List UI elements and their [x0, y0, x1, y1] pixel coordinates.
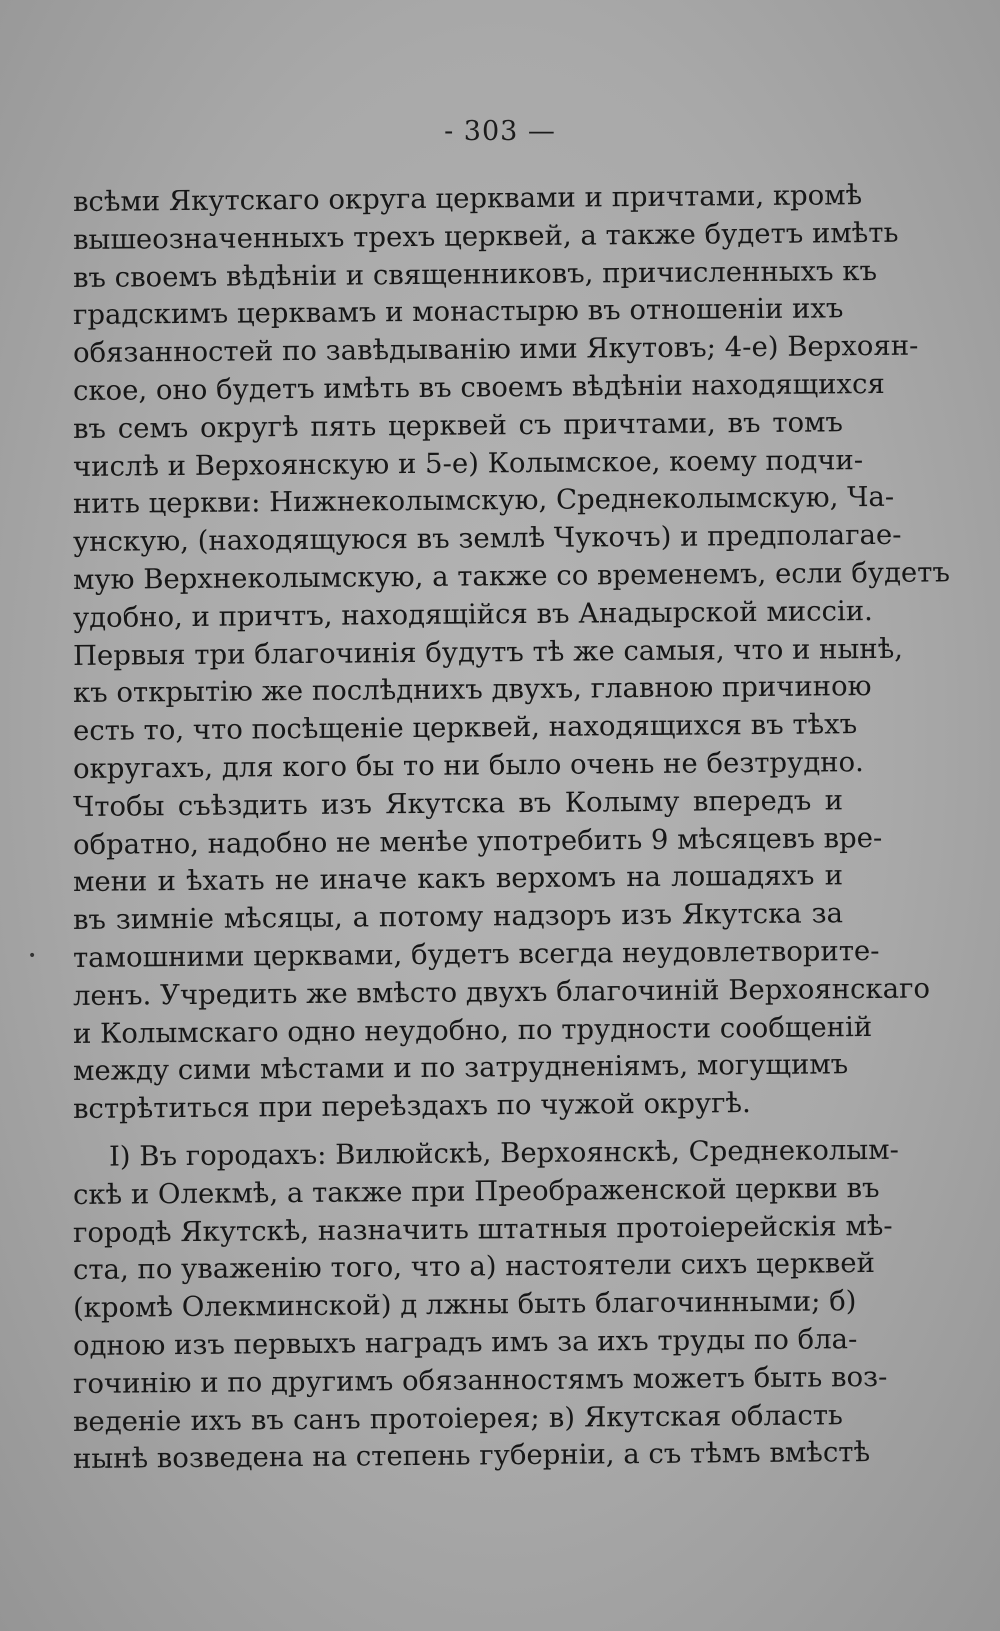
- text-line: ское, оно будетъ имѣть въ своемъ вѣдѣніи находящихся: [72, 367, 885, 407]
- text-line: обязанностей по завѣдыванію ими Якутовъ; 4-е) Верхоян-: [72, 329, 919, 370]
- text-line: удобно, и причтъ, находящійся въ Анадырской миссіи.: [72, 594, 873, 634]
- text-line: гочинію и по другимъ обязанностямъ можетъ быть воз-: [72, 1360, 888, 1400]
- margin-mark: •: [28, 948, 37, 964]
- text-line: тамошними церквами, будетъ всегда неудовлетворите-: [72, 934, 880, 974]
- text-line: встрѣтиться при переѣздахъ по чужой округѣ.: [72, 1087, 751, 1126]
- text-line: есть то, что посѣщеніе церквей, находящихся въ тѣхъ: [72, 708, 858, 748]
- paragraph: [72, 1133, 900, 1479]
- text-line: I) Въ городахъ: Вилюйскѣ, Верхоянскѣ, Среднеколым-: [108, 1133, 900, 1173]
- text-line: унскую, (находящуюся въ землѣ Чукочъ) и предполагае-: [72, 518, 902, 559]
- text-line: къ открытію же послѣднихъ двухъ, главною причиною: [72, 670, 872, 710]
- text-line: нить церкви: Нижнеколымскую, Среднеколымскую, Ча-: [72, 481, 895, 521]
- text-line: городѣ Якутскѣ, назначить штатныя протоіерейскія мѣ-: [72, 1209, 893, 1249]
- text-line: ста, по уваженію того, что а) настоятели сихъ церквей: [72, 1247, 876, 1287]
- text-line: между сими мѣстами и по затрудненіямъ, могущимъ: [72, 1048, 849, 1088]
- text-line: веденіе ихъ въ санъ протоіерея; в) Якутская область: [72, 1398, 844, 1438]
- text-line: въ зимніе мѣсяцы, а потому надзоръ изъ Якутска за: [72, 897, 844, 937]
- text-line: одною изъ первыхъ наградъ имъ за ихъ труды по бла-: [72, 1323, 858, 1362]
- text-line: мую Верхнеколымскую, а также со временемъ, если будетъ: [72, 556, 951, 596]
- paragraph: [72, 179, 951, 1129]
- text-body: [72, 179, 951, 1479]
- text-line: вышеозначенныхъ трехъ церквей, а также будетъ имѣть: [72, 216, 899, 256]
- text-line: мени и ѣхать не иначе какъ верхомъ на лошадяхъ и: [72, 859, 844, 899]
- text-line: всѣми Якутскаго округа церквами и причтами, кромѣ: [72, 179, 863, 218]
- text-line: скѣ и Олекмѣ, а также при Преображенской церкви въ: [72, 1171, 880, 1211]
- text-line: округахъ, для кого бы то ни было очень не безтрудно.: [72, 746, 864, 785]
- text-line: Чтобы съѣздить изъ Якутска въ Колыму впередъ и: [72, 784, 844, 823]
- text-line: Первыя три благочинія будутъ тѣ же самыя, что и нынѣ,: [72, 632, 904, 672]
- text-line: обратно, надобно не менѣе употребить 9 мѣсяцевъ вре-: [72, 821, 883, 861]
- text-line: градскимъ церквамъ и монастырю въ отношеніи ихъ: [72, 292, 844, 332]
- text-line: (кромѣ Олекминской) д лжны быть благочинными; б): [72, 1285, 857, 1325]
- text-line: числѣ и Верхоянскую и 5-е) Колымское, коему подчи-: [72, 443, 864, 483]
- text-line: и Колымскаго одно неудобно, по трудности сообщеній: [72, 1010, 873, 1050]
- text-line: въ семъ округѣ пять церквей съ причтами, въ томъ: [72, 406, 844, 445]
- text-line: въ своемъ вѣдѣніи и священниковъ, причисленныхъ къ: [72, 254, 878, 294]
- text-line: ленъ. Учредить же вмѣсто двухъ благочиній Верхоянскаго: [72, 972, 931, 1012]
- page-number: - 303 —: [444, 116, 556, 147]
- text-line: нынѣ возведена на степень губерніи, а съ тѣмъ вмѣстѣ: [72, 1436, 871, 1476]
